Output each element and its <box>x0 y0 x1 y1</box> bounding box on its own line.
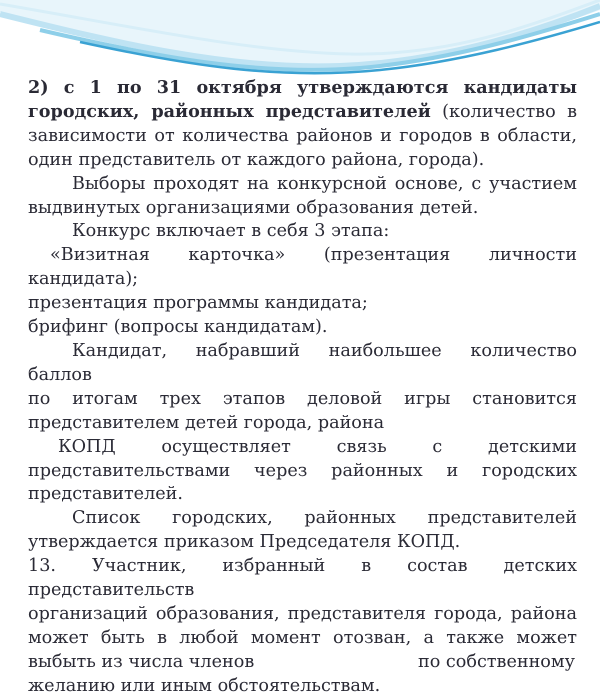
elections-line-2: выдвинутых организациями образования детей. <box>28 197 479 218</box>
document-body <box>28 76 577 699</box>
item-2-line-3: зависимости от количества районов и городов в области, <box>28 125 577 146</box>
contest-stage-2: презентация программы кандидата; <box>28 293 368 314</box>
item-2-bold-phrase: городских, районных представителей <box>28 100 431 122</box>
list-line-2: утверждается приказом Председателя КОПД. <box>28 532 461 553</box>
item-13-line-4-right: по собственному <box>418 651 575 672</box>
item-2-line-4: один представитель от каждого района, города). <box>28 149 485 170</box>
item-13-line-4 <box>28 651 577 675</box>
elections-line-1: Выборы проходят на конкурсной основе, с участием <box>72 173 577 194</box>
contest-stage-1: «Визитная карточка» (презентация личности <box>50 245 577 266</box>
winner-line-1: Кандидат, набравший наибольшее количество баллов <box>28 340 577 385</box>
item-13-line-3: может быть в любой момент отозван, а также может <box>28 627 577 648</box>
item-2-line-1: 2) с 1 по 31 октября утверждаются кандидаты <box>28 77 577 98</box>
winner-line-3: представителем детей города, района <box>28 412 385 433</box>
kopd-line-2: представительствами через районных и городских <box>28 460 577 481</box>
item-13-line-5: желанию или иным обстоятельствам. <box>28 675 381 696</box>
winner-line-2: по итогам трех этапов деловой игры становится <box>28 388 577 409</box>
header-wave-decoration <box>0 0 600 80</box>
contest-stage-3: брифинг (вопросы кандидатам). <box>28 317 328 338</box>
kopd-line-1: КОПД осуществляет связь с детскими <box>58 436 577 457</box>
item-13-line-1: 13. Участник, избранный в состав детских представительств <box>28 556 577 601</box>
item-13-line-2: организаций образования, представителя города, района <box>28 603 577 624</box>
contest-stage-1-cont: кандидата); <box>28 269 139 290</box>
kopd-line-3: представителей. <box>28 484 183 505</box>
list-line-1: Список городских, районных представителей <box>72 508 577 529</box>
contest-intro: Конкурс включает в себя 3 этапа: <box>72 221 390 242</box>
item-13-line-4-left: выбыть из числа членов <box>28 651 255 672</box>
item-2-rest: (количество в <box>430 101 577 122</box>
item-2-line-2 <box>28 100 577 125</box>
